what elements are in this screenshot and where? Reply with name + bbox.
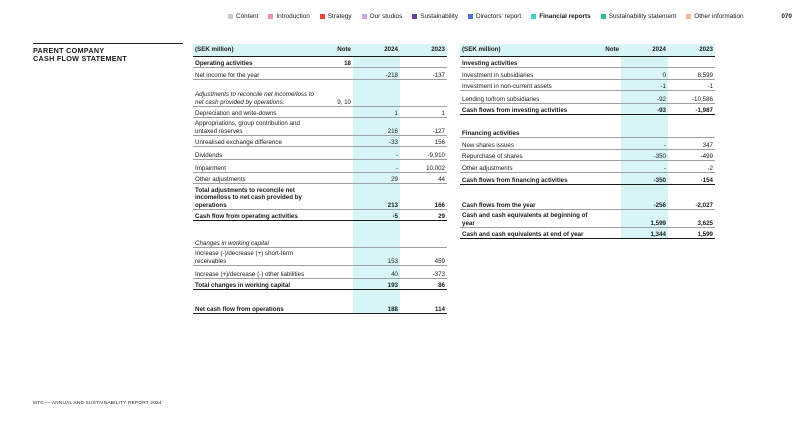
row-note bbox=[323, 147, 353, 160]
spacer-row bbox=[460, 185, 715, 198]
column-header-label: (SEK million) bbox=[193, 44, 323, 57]
value-2023 bbox=[400, 57, 447, 68]
table-row bbox=[193, 237, 447, 248]
nav-item-label: Introduction bbox=[276, 12, 310, 20]
row-note bbox=[323, 237, 353, 248]
table-row bbox=[193, 279, 447, 290]
nav-color-swatch-icon bbox=[228, 14, 233, 19]
table-row bbox=[193, 89, 447, 107]
row-label: Other adjustments bbox=[193, 173, 323, 184]
row-note: 18 bbox=[323, 57, 353, 68]
value-2023 bbox=[400, 221, 447, 237]
row-label: Financing activities bbox=[460, 127, 590, 138]
row-label: Adjustments to reconcile net income/loss to net cash provided by operations: bbox=[193, 89, 323, 107]
nav-item-introduction[interactable] bbox=[268, 13, 309, 20]
nav-item-sustainability[interactable] bbox=[412, 13, 458, 20]
value-2024 bbox=[621, 185, 668, 198]
nav-item-label: Directors' report bbox=[475, 12, 522, 20]
value-2024: -256 bbox=[621, 198, 668, 210]
column-header-label: (SEK million) bbox=[460, 44, 590, 57]
table-row bbox=[460, 80, 715, 91]
row-note bbox=[590, 210, 621, 228]
table-row bbox=[460, 104, 715, 115]
table-row bbox=[193, 248, 447, 266]
section-title bbox=[33, 43, 183, 63]
row-note bbox=[323, 279, 353, 290]
value-2023: 114 bbox=[400, 304, 447, 314]
spacer-row bbox=[460, 115, 715, 127]
value-2023: -9,910 bbox=[400, 147, 447, 160]
row-label: Depreciation and write-downs bbox=[193, 107, 323, 118]
table-row bbox=[193, 107, 447, 118]
value-2024: - bbox=[621, 161, 668, 173]
value-2024 bbox=[353, 237, 400, 248]
value-2023: 86 bbox=[400, 279, 447, 290]
row-label: Net income for the year bbox=[193, 68, 323, 80]
value-2024 bbox=[353, 80, 400, 89]
row-note bbox=[590, 185, 621, 198]
value-2024: -5 bbox=[353, 210, 400, 221]
row-label: Unrealised exchange difference bbox=[193, 136, 323, 147]
value-2024: - bbox=[353, 160, 400, 173]
nav-item-our-studios[interactable] bbox=[362, 13, 403, 20]
value-2023 bbox=[668, 57, 715, 68]
table-row bbox=[460, 57, 715, 68]
row-label: Cash flow from operating activities bbox=[193, 210, 323, 221]
column-header-2024: 2024 bbox=[353, 44, 400, 57]
nav-color-swatch-icon bbox=[468, 14, 473, 19]
value-2023: 1 bbox=[400, 107, 447, 118]
table-row bbox=[193, 68, 447, 80]
operating-cash-flow-table bbox=[193, 44, 447, 314]
spacer-row bbox=[193, 80, 447, 89]
row-label bbox=[193, 80, 323, 89]
row-label: Investment in non-current assets bbox=[460, 80, 590, 91]
value-2024: -350 bbox=[621, 173, 668, 185]
table-row bbox=[193, 118, 447, 136]
row-note bbox=[323, 173, 353, 184]
table-row bbox=[193, 266, 447, 279]
table-row bbox=[193, 57, 447, 68]
row-label: Dividends bbox=[193, 147, 323, 160]
row-note bbox=[590, 138, 621, 150]
top-navigation bbox=[228, 10, 792, 22]
nav-color-swatch-icon bbox=[362, 14, 367, 19]
table-row bbox=[193, 136, 447, 147]
table-header bbox=[193, 44, 447, 57]
spacer-row bbox=[193, 290, 447, 304]
row-note bbox=[323, 184, 353, 210]
table-row bbox=[193, 184, 447, 210]
row-note bbox=[323, 221, 353, 237]
nav-item-label: Content bbox=[236, 12, 259, 20]
value-2023: 10,002 bbox=[400, 160, 447, 173]
value-2024: 213 bbox=[353, 184, 400, 210]
row-label: Operating activities bbox=[193, 57, 323, 68]
row-note bbox=[590, 228, 621, 239]
row-label: Repurchase of shares bbox=[460, 150, 590, 161]
row-label: Other adjustments bbox=[460, 161, 590, 173]
value-2024 bbox=[621, 127, 668, 138]
row-label: Total changes in working capital bbox=[193, 279, 323, 290]
value-2023: -1 bbox=[668, 80, 715, 91]
row-note bbox=[590, 80, 621, 91]
row-note bbox=[590, 198, 621, 210]
nav-item-strategy[interactable] bbox=[320, 13, 352, 20]
row-note bbox=[323, 248, 353, 266]
value-2024: -33 bbox=[353, 136, 400, 147]
row-note bbox=[323, 266, 353, 279]
table-row bbox=[460, 161, 715, 173]
value-2024: - bbox=[353, 147, 400, 160]
row-label: Cash flows from investing activities bbox=[460, 104, 590, 115]
row-note bbox=[323, 80, 353, 89]
page-number: 070 bbox=[781, 12, 792, 20]
row-note bbox=[590, 57, 621, 68]
row-label: Increase (+)/decrease (-) other liabilities bbox=[193, 266, 323, 279]
nav-color-swatch-icon bbox=[686, 14, 691, 19]
value-2023: 3,625 bbox=[668, 210, 715, 228]
value-2023 bbox=[400, 89, 447, 107]
value-2024: 188 bbox=[353, 304, 400, 314]
row-label: Changes in working capital bbox=[193, 237, 323, 248]
value-2024: 1 bbox=[353, 107, 400, 118]
nav-item-other-information[interactable] bbox=[686, 13, 743, 20]
value-2023 bbox=[668, 185, 715, 198]
row-note bbox=[323, 118, 353, 136]
value-2024: 29 bbox=[353, 173, 400, 184]
table-row bbox=[193, 147, 447, 160]
row-note bbox=[323, 290, 353, 304]
row-note bbox=[590, 127, 621, 138]
value-2023: 44 bbox=[400, 173, 447, 184]
row-label bbox=[193, 221, 323, 237]
value-2023: -10,586 bbox=[668, 91, 715, 104]
nav-item-financial-reports[interactable] bbox=[531, 13, 591, 20]
value-2024: 216 bbox=[353, 118, 400, 136]
row-label: Cash flows from the year bbox=[460, 198, 590, 210]
nav-item-label: Sustainability bbox=[420, 12, 458, 20]
value-2023: -154 bbox=[668, 173, 715, 185]
row-note bbox=[323, 136, 353, 147]
value-2024: 1,344 bbox=[621, 228, 668, 239]
value-2023: 156 bbox=[400, 136, 447, 147]
column-header-note: Note bbox=[323, 44, 353, 57]
value-2023: 8,599 bbox=[668, 68, 715, 80]
table-row bbox=[460, 228, 715, 239]
value-2023 bbox=[400, 237, 447, 248]
investing-financing-cash-flow-table bbox=[460, 44, 715, 239]
column-header-note: Note bbox=[590, 44, 621, 57]
section-title-line2: CASH FLOW STATEMENT bbox=[33, 54, 128, 63]
row-note bbox=[323, 107, 353, 118]
row-label: Impairment bbox=[193, 160, 323, 173]
table-row bbox=[460, 68, 715, 80]
row-label: Cash and cash equivalents at beginning of year bbox=[460, 210, 590, 228]
nav-item-label: Financial reports bbox=[539, 12, 591, 20]
row-note bbox=[590, 115, 621, 127]
nav-item-label: Our studios bbox=[369, 12, 403, 20]
value-2023: -127 bbox=[400, 118, 447, 136]
row-label bbox=[460, 185, 590, 198]
column-header-2023: 2023 bbox=[668, 44, 715, 57]
value-2023 bbox=[400, 80, 447, 89]
table-row bbox=[460, 138, 715, 150]
section-title-line1: PARENT COMPANY bbox=[33, 46, 105, 55]
value-2024: 193 bbox=[353, 279, 400, 290]
spacer-row bbox=[193, 221, 447, 237]
row-note bbox=[323, 304, 353, 314]
value-2023: -2,027 bbox=[668, 198, 715, 210]
row-note bbox=[323, 160, 353, 173]
value-2024: 153 bbox=[353, 248, 400, 266]
column-header-2024: 2024 bbox=[621, 44, 668, 57]
value-2024: -1 bbox=[621, 80, 668, 91]
nav-color-swatch-icon bbox=[320, 14, 325, 19]
value-2023: -499 bbox=[668, 150, 715, 161]
nav-item-label: Strategy bbox=[327, 12, 352, 20]
value-2023 bbox=[400, 290, 447, 304]
value-2024 bbox=[621, 57, 668, 68]
value-2024: -350 bbox=[621, 150, 668, 161]
value-2024 bbox=[353, 89, 400, 107]
row-label: Investing activities bbox=[460, 57, 590, 68]
table-row bbox=[193, 160, 447, 173]
value-2023: 347 bbox=[668, 138, 715, 150]
nav-item-directors-report[interactable] bbox=[468, 13, 521, 20]
row-note bbox=[590, 91, 621, 104]
value-2024 bbox=[353, 57, 400, 68]
value-2023: 1,599 bbox=[668, 228, 715, 239]
value-2023: 459 bbox=[400, 248, 447, 266]
nav-item-sustainability-statement[interactable] bbox=[601, 13, 677, 20]
row-label: Cash flows from financing activities bbox=[460, 173, 590, 185]
row-note bbox=[323, 210, 353, 221]
row-note bbox=[323, 68, 353, 80]
value-2024: 0 bbox=[621, 68, 668, 80]
value-2024: 40 bbox=[353, 266, 400, 279]
table-row bbox=[193, 210, 447, 221]
value-2024: -93 bbox=[621, 104, 668, 115]
nav-color-swatch-icon bbox=[531, 14, 536, 19]
table-row bbox=[193, 173, 447, 184]
table-row bbox=[460, 198, 715, 210]
row-label: Net cash flow from operations bbox=[193, 304, 323, 314]
value-2024: -92 bbox=[621, 91, 668, 104]
nav-item-content[interactable] bbox=[228, 13, 258, 20]
nav-color-swatch-icon bbox=[268, 14, 273, 19]
value-2024: - bbox=[621, 138, 668, 150]
row-label: New shares issues bbox=[460, 138, 590, 150]
value-2023: -1,987 bbox=[668, 104, 715, 115]
row-note bbox=[590, 150, 621, 161]
row-label bbox=[193, 290, 323, 304]
table-row bbox=[460, 127, 715, 138]
nav-color-swatch-icon bbox=[601, 14, 606, 19]
row-label: Total adjustments to reconcile net income/loss to net cash provided by operations bbox=[193, 184, 323, 210]
table-header bbox=[460, 44, 715, 57]
table-row bbox=[460, 173, 715, 185]
nav-color-swatch-icon bbox=[412, 14, 417, 19]
row-label: Lending to/from subsidiaries bbox=[460, 91, 590, 104]
row-note bbox=[590, 68, 621, 80]
table-row bbox=[460, 210, 715, 228]
row-label: Appropriations, group contribution and untaxed reserves bbox=[193, 118, 323, 136]
row-note: 9, 10 bbox=[323, 89, 353, 107]
row-label bbox=[460, 115, 590, 127]
row-note bbox=[590, 173, 621, 185]
value-2023: 29 bbox=[400, 210, 447, 221]
value-2023: 166 bbox=[400, 184, 447, 210]
value-2023: -137 bbox=[400, 68, 447, 80]
value-2024: -218 bbox=[353, 68, 400, 80]
row-label: Increase (-)/decrease (+) short-term receivables bbox=[193, 248, 323, 266]
nav-item-label: Other information bbox=[694, 12, 744, 20]
table-row bbox=[460, 91, 715, 104]
table-row bbox=[460, 150, 715, 161]
table-row bbox=[193, 304, 447, 314]
value-2024 bbox=[353, 290, 400, 304]
row-note bbox=[590, 161, 621, 173]
value-2023 bbox=[668, 127, 715, 138]
value-2024 bbox=[621, 115, 668, 127]
value-2023: -2 bbox=[668, 161, 715, 173]
nav-item-label: Sustainability statement bbox=[608, 12, 677, 20]
footer: MTG — ANNUAL AND SUSTAINABILITY REPORT 2024 bbox=[33, 400, 162, 405]
row-note bbox=[590, 104, 621, 115]
value-2023: -373 bbox=[400, 266, 447, 279]
value-2023 bbox=[668, 115, 715, 127]
row-label: Cash and cash equivalents at end of year bbox=[460, 228, 590, 239]
value-2024: 1,599 bbox=[621, 210, 668, 228]
column-header-2023: 2023 bbox=[400, 44, 447, 57]
value-2024 bbox=[353, 221, 400, 237]
row-label: Investment in subsidiaries bbox=[460, 68, 590, 80]
